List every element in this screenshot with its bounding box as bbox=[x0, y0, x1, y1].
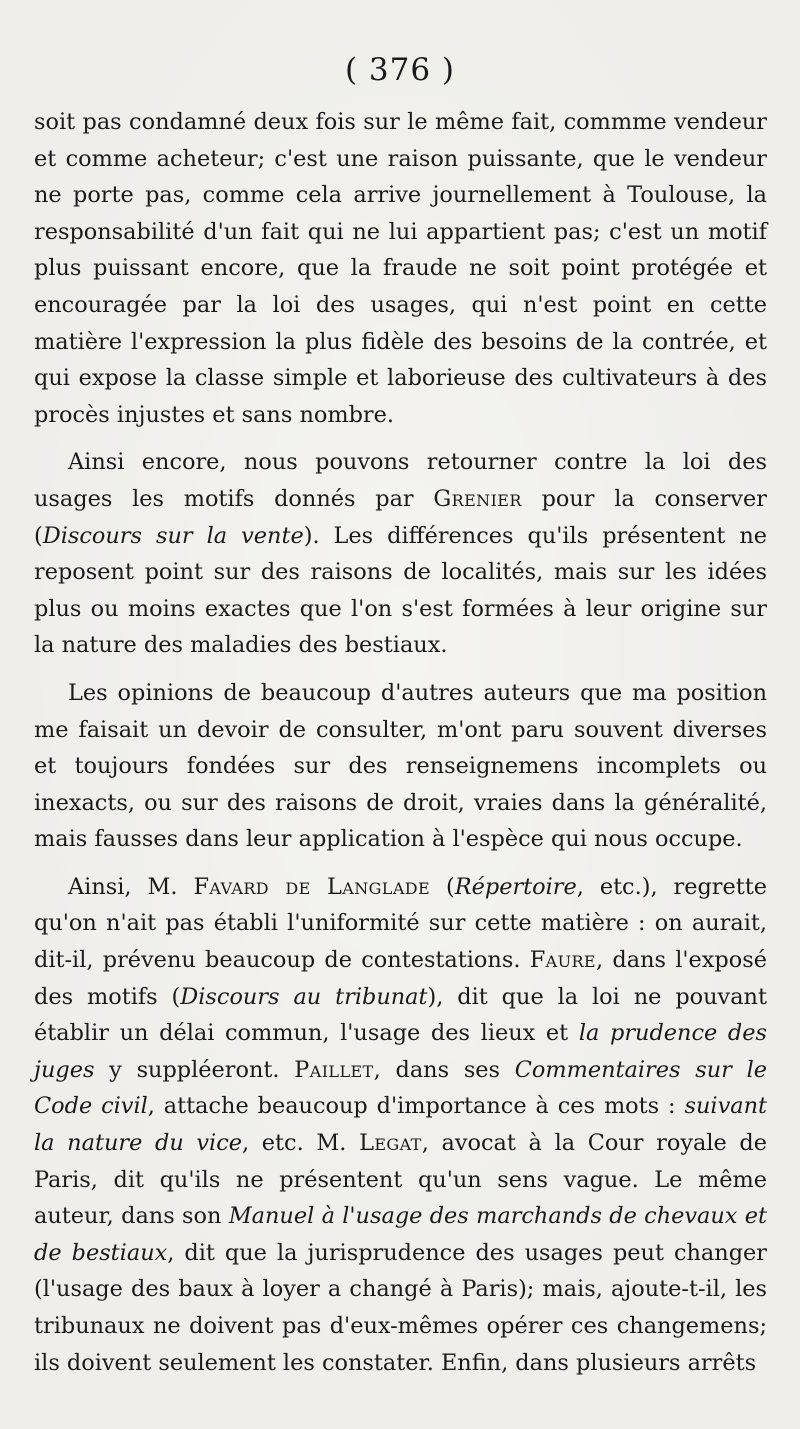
text-run: Ainsi, M. bbox=[68, 873, 194, 900]
work-title: suivant la nature du vice bbox=[34, 1093, 767, 1157]
text-run: ( bbox=[430, 873, 455, 900]
paragraph-4 bbox=[34, 869, 767, 1381]
text-run: , attache beaucoup d'importance à ces mots : bbox=[147, 1093, 685, 1120]
text-run: y suppléeront. bbox=[94, 1056, 295, 1083]
work-title: la prudence des juges bbox=[34, 1020, 767, 1083]
author-name: Paillet bbox=[294, 1056, 374, 1083]
text-run: Ainsi encore, nous pouvons retourner contre la loi des usages les motifs donnés par bbox=[34, 449, 767, 512]
text-run: ), dit que la loi ne pouvant établir un délai commun, l'usage des lieux et bbox=[34, 983, 767, 1047]
text-run: , avocat à la Cour royale de Paris, dit qu'ils ne présentent qu'un sens vague. Le même auteur, dans son bbox=[34, 1130, 767, 1230]
work-title: Discours au tribunat bbox=[180, 983, 428, 1010]
author-name: Grenier bbox=[433, 485, 522, 512]
text-run: ). Les différences qu'ils présentent ne reposent point sur des raisons de localités, mais sur les idées plus ou moins exactes que l'on s'est formées à leur origine sur la nature des maladies des bestiaux. bbox=[34, 522, 767, 659]
work-title: Manuel à l'usage des marchands de chevaux et de bestiaux bbox=[34, 1203, 767, 1266]
paragraph-1 bbox=[34, 104, 767, 433]
text-run: pour la conserver ( bbox=[34, 485, 767, 549]
work-title: Répertoire bbox=[454, 873, 577, 900]
work-title: Discours sur la vente bbox=[42, 522, 304, 549]
text-run: , etc. M. bbox=[242, 1130, 360, 1157]
paragraph-3 bbox=[34, 675, 767, 858]
page-number: ( 376 ) bbox=[344, 52, 456, 88]
work-title: Commentaires sur le Code civil bbox=[34, 1056, 768, 1120]
paragraph-2 bbox=[34, 444, 767, 664]
text-run: Les opinions de beaucoup d'autres auteurs que ma position me faisait un devoir de consulter, m'ont paru souvent diverses et toujours fondées sur des renseignemens incomplets ou inexacts, ou sur des raisons de droit, vraies dans la généralité, mais fausses dans leur application à l'espèce qui nous occupe. bbox=[34, 679, 767, 853]
body-text bbox=[34, 104, 767, 1381]
text-run: soit pas condamné deux fois sur le même fait, commme vendeur et comme acheteur; c'est une raison puissante, que le vendeur ne porte pas, comme cela arrive journellement à Toulouse, la responsabilité d'un fait qui ne lui appartient pas; c'est un motif plus puissant encore, que la fraude ne soit point protégée et encouragée par la loi des usages, qui n'est point en cette matière l'expression la plus fidèle des besoins de la contrée, et qui expose la classe simple et laborieuse des cultivateurs à des procès injustes et sans nombre. bbox=[34, 109, 767, 428]
author-name: Faure bbox=[529, 947, 597, 974]
text-run: , dans ses bbox=[373, 1056, 515, 1083]
text-run: , etc.), regrette qu'on n'ait pas établi l'uniformité sur cette matière : on aurait, dit-il, prévenu beaucoup de contestations. bbox=[34, 873, 767, 974]
text-run: , dans l'exposé des motifs ( bbox=[34, 947, 767, 1010]
author-name: Favard de Langlade bbox=[193, 873, 431, 900]
author-name: Legat bbox=[359, 1130, 422, 1157]
text-run: , dit que la jurisprudence des usages peut changer (l'usage des baux à loyer a changé à Paris); mais, ajoute-t-il, les tribunaux ne doivent pas d'eux-mêmes opérer ces changemens; ils doivent seulement les constater. Enfin, dans plusieurs arrêts bbox=[34, 1239, 767, 1376]
